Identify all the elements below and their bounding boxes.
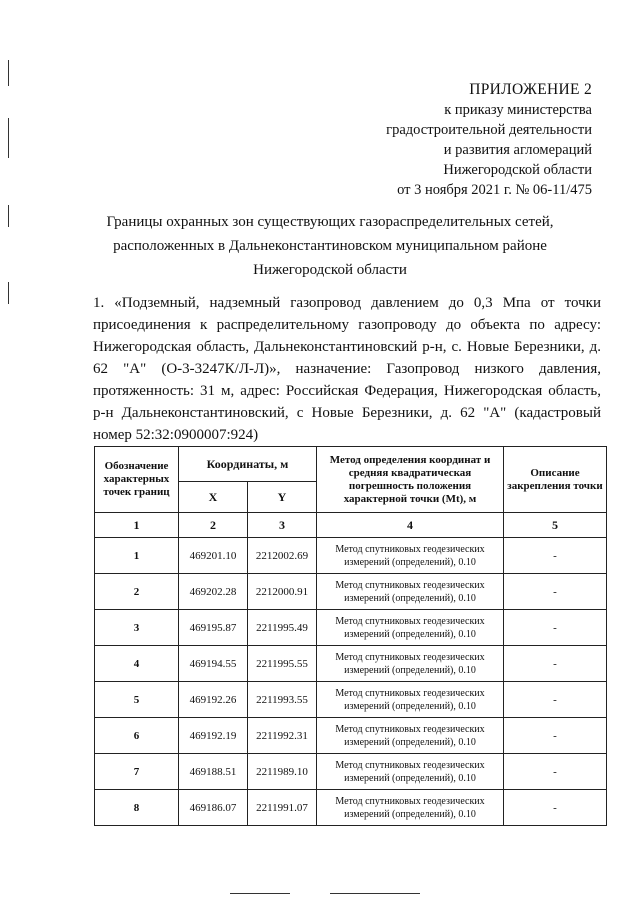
- cell-y: 2212002.69: [248, 538, 317, 574]
- appendix-line: к приказу министерства: [444, 102, 592, 118]
- coordinates-table: [94, 446, 607, 826]
- table-row: [95, 754, 607, 790]
- cell-x: 469188.51: [179, 754, 248, 790]
- cell-y: 2211989.10: [248, 754, 317, 790]
- cell-method: Метод спутниковых геодезических измерений (определений), 0.10: [317, 538, 504, 574]
- appendix-line: Нижегородской области: [443, 162, 592, 178]
- column-number: 5: [504, 513, 607, 538]
- cell-description: -: [504, 718, 607, 754]
- cell-method: Метод спутниковых геодезических измерений (определений), 0.10: [317, 610, 504, 646]
- cell-y: 2211991.07: [248, 790, 317, 826]
- header-method: Метод определения координат и средняя квадратическая погрешность положения характерной точки (Mt), м: [317, 447, 504, 513]
- column-number: 1: [95, 513, 179, 538]
- scan-artifact: [330, 893, 420, 894]
- cell-x: 469192.19: [179, 718, 248, 754]
- cell-x: 469186.07: [179, 790, 248, 826]
- header-y: Y: [248, 482, 317, 513]
- cell-method: Метод спутниковых геодезических измерений (определений), 0.10: [317, 790, 504, 826]
- table-row: [95, 790, 607, 826]
- cell-x: 469195.87: [179, 610, 248, 646]
- table-row: [95, 538, 607, 574]
- column-number: 2: [179, 513, 248, 538]
- table-row: [95, 718, 607, 754]
- cell-description: -: [504, 682, 607, 718]
- document-title: [60, 210, 600, 282]
- cell-y: 2211993.55: [248, 682, 317, 718]
- cell-point: 1: [95, 538, 179, 574]
- cell-point: 5: [95, 682, 179, 718]
- appendix-block: [386, 80, 592, 200]
- appendix-line: градостроительной деятельности: [386, 122, 592, 138]
- cell-description: -: [504, 574, 607, 610]
- document-title-line: расположенных в Дальнеконстантиновском муниципальном районе: [113, 238, 547, 254]
- document-title-line: Нижегородской области: [253, 262, 407, 278]
- cell-y: 2212000.91: [248, 574, 317, 610]
- appendix-line: от 3 ноября 2021 г. № 06-11/475: [397, 182, 592, 198]
- scan-artifact: [8, 205, 9, 227]
- cell-description: -: [504, 610, 607, 646]
- cell-method: Метод спутниковых геодезических измерений (определений), 0.10: [317, 574, 504, 610]
- table-row: [95, 646, 607, 682]
- table-row: [95, 610, 607, 646]
- scan-artifact: [8, 118, 9, 158]
- object-description: 1. «Подземный, надземный газопровод давлением до 0,3 Мпа от точки присоединения к распределительному газопроводу до объекта по адресу: Нижегородская область, Дальнеконстантиновский р-н, с. Новые Березники, д. 62 "А" (О-3-3247К/Л-Л)», назначение: Газопровод низкого давления, протяженность: 31 м, адрес: Российская Федерация, Нижегородская область, р-н Дальнеконстантиновский, с Новые Березники, д. 62 "А" (кадастровый номер 52:32:0900007:924): [93, 295, 601, 443]
- cell-description: -: [504, 790, 607, 826]
- cell-x: 469201.10: [179, 538, 248, 574]
- table-row: [95, 682, 607, 718]
- scan-artifact: [230, 893, 290, 894]
- appendix-title: ПРИЛОЖЕНИЕ 2: [469, 81, 592, 98]
- header-point: Обозначение характерных точек границ: [95, 447, 179, 513]
- cell-method: Метод спутниковых геодезических измерений (определений), 0.10: [317, 682, 504, 718]
- cell-point: 8: [95, 790, 179, 826]
- cell-x: 469192.26: [179, 682, 248, 718]
- cell-x: 469202.28: [179, 574, 248, 610]
- cell-description: -: [504, 754, 607, 790]
- cell-method: Метод спутниковых геодезических измерений (определений), 0.10: [317, 718, 504, 754]
- header-description: Описание закрепления точки: [504, 447, 607, 513]
- document-title-line: Границы охранных зон существующих газораспределительных сетей,: [106, 214, 554, 230]
- cell-point: 2: [95, 574, 179, 610]
- column-number: 3: [248, 513, 317, 538]
- cell-point: 7: [95, 754, 179, 790]
- header-x: X: [179, 482, 248, 513]
- cell-method: Метод спутниковых геодезических измерений (определений), 0.10: [317, 646, 504, 682]
- cell-point: 6: [95, 718, 179, 754]
- column-number-row: [95, 513, 607, 538]
- cell-y: 2211995.55: [248, 646, 317, 682]
- cell-y: 2211995.49: [248, 610, 317, 646]
- cell-point: 3: [95, 610, 179, 646]
- scan-artifact: [8, 60, 9, 86]
- cell-x: 469194.55: [179, 646, 248, 682]
- header-coordinates: Координаты, м: [179, 447, 317, 482]
- scan-artifact: [8, 282, 9, 304]
- cell-point: 4: [95, 646, 179, 682]
- cell-method: Метод спутниковых геодезических измерений (определений), 0.10: [317, 754, 504, 790]
- column-number: 4: [317, 513, 504, 538]
- table-row: [95, 574, 607, 610]
- cell-y: 2211992.31: [248, 718, 317, 754]
- appendix-line: и развития агломераций: [443, 142, 592, 158]
- cell-description: -: [504, 646, 607, 682]
- cell-description: -: [504, 538, 607, 574]
